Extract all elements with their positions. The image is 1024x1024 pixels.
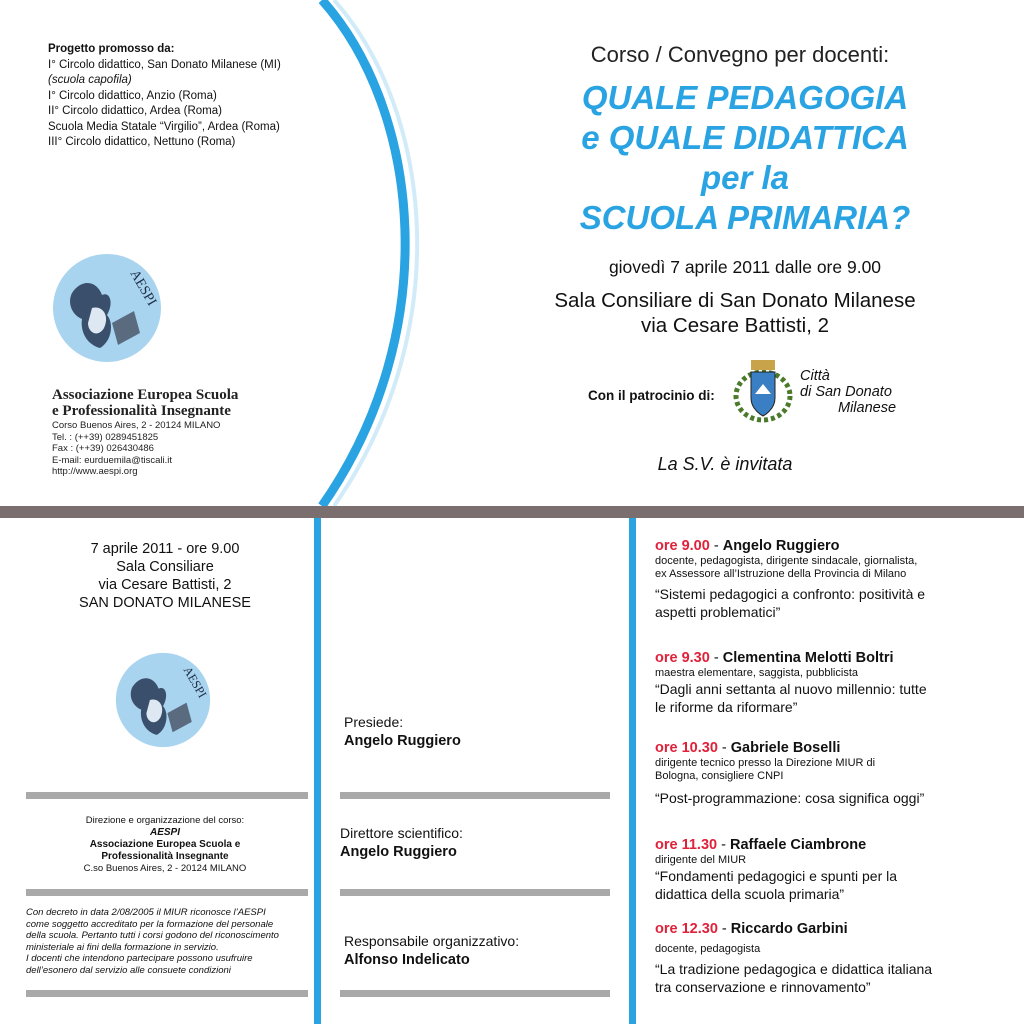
talk-title: “Sistemi pedagogici a confronto: positività e (655, 586, 926, 602)
aespi-logo (52, 253, 162, 368)
separator-bar (26, 990, 308, 997)
column-separator (629, 518, 636, 1024)
program-item: ore 9.00 - Angelo Ruggiero docente, pedagogista, dirigente sindacale, giornalista, ex Assessore all’Istruzione della Provincia di Milano “Sistemi pedagogici a confronto: positività e aspetti problematici” (655, 538, 1015, 621)
city-line: di San Donato (800, 384, 892, 400)
role-president (344, 714, 461, 749)
association-name (52, 387, 238, 419)
talk-title: tra conservazione e rinnovamento” (655, 979, 871, 995)
speaker-desc: Bologna, consigliere CNPI (655, 770, 784, 782)
association-website: http://www.aespi.org (52, 466, 138, 477)
title-line: per la (700, 159, 790, 196)
promoters-block (48, 42, 281, 151)
talk-title: “La tradizione pedagogica e didattica italiana (655, 961, 933, 977)
logo-text: AESPI (180, 663, 210, 701)
decree-note (26, 907, 316, 976)
role-organizer (344, 933, 519, 968)
course-label: Corso / Convegno per docenti: (590, 42, 890, 67)
title-line: e QUALE DIDATTICA (581, 119, 909, 156)
promoter-line: I° Circolo didattico, San Donato Milanese (MI) (48, 58, 281, 71)
decree-line: ministeriale ai fini della formazione in servizio. (26, 941, 219, 953)
course-direction (20, 815, 310, 875)
program-item: ore 10.30 - Gabriele Boselli dirigente tecnico presso la Direzione MIUR di Bologna, consigliere CNPI “Post-programmazione: cosa significa oggi” (655, 740, 1015, 807)
direction-label: Direzione e organizzazione del corso: (85, 815, 245, 826)
talk-title: aspetti problematici” (655, 604, 781, 620)
program-item: ore 9.30 - Clementina Melotti Boltri maestra elementare, saggista, pubblicista “Dagli anni settanta al nuovo millennio: tutte le riforme da riformare” (655, 650, 1015, 716)
city-name (800, 368, 896, 416)
speaker-name: Riccardo Garbini (730, 921, 848, 937)
venue-address: via Cesare Battisti, 2 (641, 314, 829, 337)
decree-line: I docenti che intendono partecipare possono usufruire (26, 953, 253, 964)
promoter-line: I° Circolo didattico, Anzio (Roma) (48, 89, 217, 102)
separator-bar (340, 889, 610, 896)
direction-name: Associazione Europea Scuola e (89, 839, 241, 850)
speaker-desc: docente, pedagogista, dirigente sindacale, giornalista, (655, 555, 918, 567)
separator-bar (26, 889, 308, 896)
program-item: ore 12.30 - Riccardo Garbini docente, pedagogista “La tradizione pedagogica e didattica italiana tra conservazione e rinnovamento” (655, 921, 1015, 996)
program-time: ore 10.30 (655, 740, 718, 756)
separator-bar (26, 792, 308, 799)
promoter-line: (scuola capofila) (48, 74, 132, 86)
role-label: Responsabile organizzativo: (344, 933, 520, 949)
talk-title: “Post-programmazione: cosa significa oggi” (655, 790, 925, 806)
separator-bar (340, 792, 610, 799)
decree-line: come soggetto accreditato per la formazione del personale (26, 918, 274, 930)
speaker-desc: maestra elementare, saggista, pubblicista (655, 667, 858, 679)
separator-bar (340, 990, 610, 997)
aespi-logo-small (115, 652, 211, 753)
role-name: Angelo Ruggiero (340, 844, 457, 860)
promoter-line: II° Circolo didattico, Ardea (Roma) (48, 105, 222, 117)
association-fax: Fax : (++39) 026430486 (52, 443, 154, 454)
speaker-name: Gabriele Boselli (730, 740, 841, 756)
speaker-desc: dirigente del MIUR (655, 854, 747, 866)
city-line: Milanese (838, 400, 897, 416)
invitation-text: La S.V. è invitata (657, 454, 793, 474)
panel1-event-info (30, 540, 300, 612)
direction-org: AESPI (149, 827, 180, 838)
speaker-desc: docente, pedagogista (655, 943, 761, 955)
decree-line: dell’esonero dal servizio alle consuete condizioni (26, 964, 231, 976)
patronage-label: Con il patrocinio di: (588, 388, 715, 403)
association-name-line: e Professionalità Insegnante (52, 403, 231, 419)
coat-of-arms-icon (733, 358, 793, 429)
panel1-line: SAN DONATO MILANESE (79, 595, 251, 611)
promoters-heading: Progetto promosso da: (48, 43, 175, 55)
talk-title: le riforme da riformare” (655, 699, 798, 715)
role-label: Presiede: (344, 714, 404, 730)
panel1-line: 7 aprile 2011 - ore 9.00 (90, 541, 240, 557)
logo-text: AESPI (126, 267, 159, 309)
program-time: ore 12.30 (655, 921, 718, 937)
association-email: E-mail: eurduemila@tiscali.it (52, 454, 172, 466)
program-time: ore 11.30 (655, 837, 718, 853)
association-address: Corso Buenos Aires, 2 - 20124 MILANO (52, 420, 221, 431)
speaker-name: Raffaele Ciambrone (729, 837, 867, 853)
title-line: QUALE PEDAGOGIA (581, 79, 909, 116)
speaker-name: Angelo Ruggiero (722, 538, 840, 554)
title-line: SCUOLA PRIMARIA? (579, 199, 911, 236)
talk-title: “Fondamenti pedagogici e spunti per la (655, 868, 898, 884)
role-name: Angelo Ruggiero (344, 733, 461, 749)
venue-name: Sala Consiliare di San Donato Milanese (554, 289, 916, 312)
program-item: ore 11.30 - Raffaele Ciambrone dirigente del MIUR “Fondamenti pedagogici e spunti per la didattica della scuola primaria” (655, 837, 1015, 903)
panel1-line: Sala Consiliare (116, 559, 214, 575)
city-line: Città (800, 368, 830, 384)
decree-line: Con decreto in data 2/08/2005 il MIUR riconosce l’AESPI (26, 907, 266, 918)
fold-divider (0, 506, 1024, 518)
talk-title: didattica della scuola primaria” (655, 886, 845, 902)
event-title (520, 78, 970, 238)
role-label: Direttore scientifico: (340, 825, 463, 841)
event-venue (500, 288, 970, 338)
speaker-desc: ex Assessore all’Istruzione della Provincia di Milano (655, 568, 907, 580)
speaker-desc: dirigente tecnico presso la Direzione MIUR di (655, 757, 876, 769)
role-scientific-director (340, 825, 463, 860)
event-date: giovedì 7 aprile 2011 dalle ore 9.00 (608, 257, 882, 277)
program-time: ore 9.00 (655, 538, 710, 554)
panel1-line: via Cesare Battisti, 2 (98, 577, 232, 593)
role-name: Alfonso Indelicato (344, 952, 470, 968)
association-name-line: Associazione Europea Scuola (52, 387, 239, 403)
promoter-line: III° Circolo didattico, Nettuno (Roma) (48, 136, 236, 148)
speaker-name: Clementina Melotti Boltri (722, 650, 894, 666)
association-phone: Tel. : (++39) 0289451825 (52, 431, 159, 443)
program-time: ore 9.30 (655, 650, 710, 666)
decree-line: della scuola. Pertanto tutti i corsi godono del riconoscimento (26, 930, 279, 941)
association-contact (52, 420, 220, 478)
talk-title: “Dagli anni settanta al nuovo millennio: tutte (655, 681, 927, 697)
direction-address: C.so Buenos Aires, 2 - 20124 MILANO (83, 863, 247, 874)
promoter-line: Scuola Media Statale “Virgilio”, Ardea (Roma) (48, 120, 280, 133)
direction-name: Professionalità Insegnante (101, 851, 229, 862)
